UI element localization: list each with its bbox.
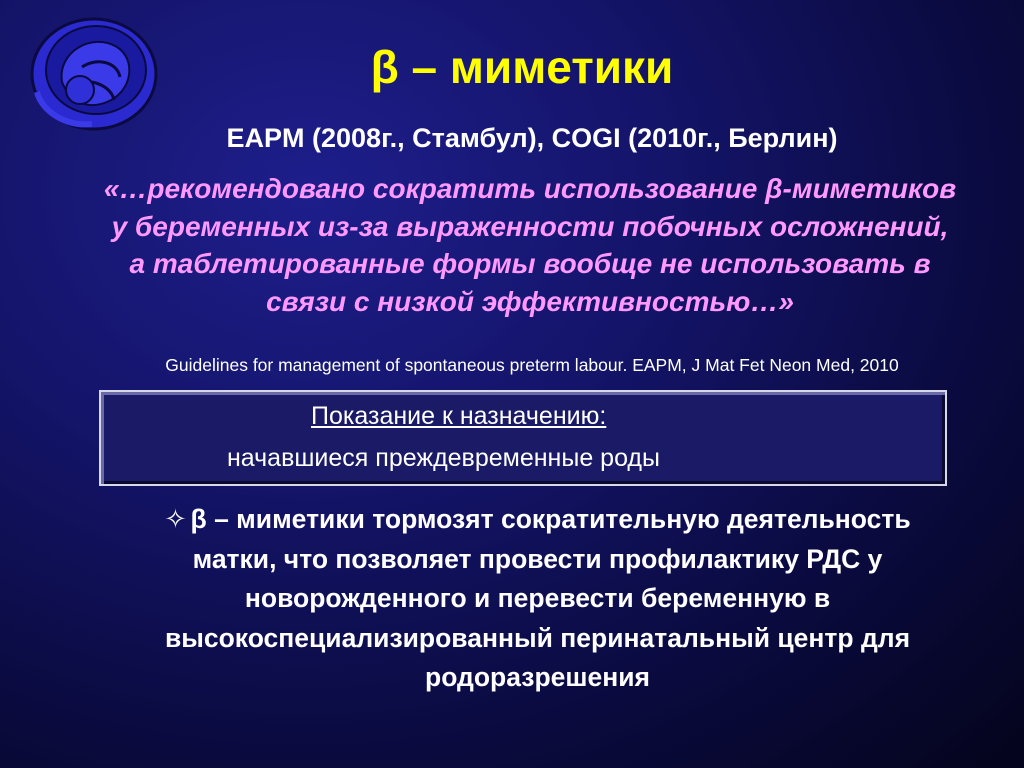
guidelines-source: EAPM (2008г., Стамбул), COGI (2010г., Берлин) (226, 123, 838, 153)
recommendation-quote: «…рекомендовано сократить использование β-миметиков у беременных из-за выраженности побочных осложнений, а таблетированные формы вообще не использовать в связи с низкой эффективностью…» (103, 173, 957, 317)
bullet-text: β – миметики тормозят сократительную деятельность матки, что позволяет провести профилактику РДС у новорожденного и перевести беременную в высокоспециализированный перинатальный центр для родоразрешения (164, 504, 911, 692)
indication-heading: Показание к назначению: (311, 402, 607, 430)
indication-box (99, 390, 947, 486)
indication-text: начавшиеся преждевременные роды (227, 444, 660, 472)
slide-title: β – миметики (370, 41, 674, 93)
sparkle-bullet-icon: ✧ (164, 504, 187, 534)
bullet-paragraph (150, 500, 925, 698)
citation: Guidelines for management of spontaneous preterm labour. EAPM, J Mat Fet Neon Med, 2010 (165, 355, 899, 375)
